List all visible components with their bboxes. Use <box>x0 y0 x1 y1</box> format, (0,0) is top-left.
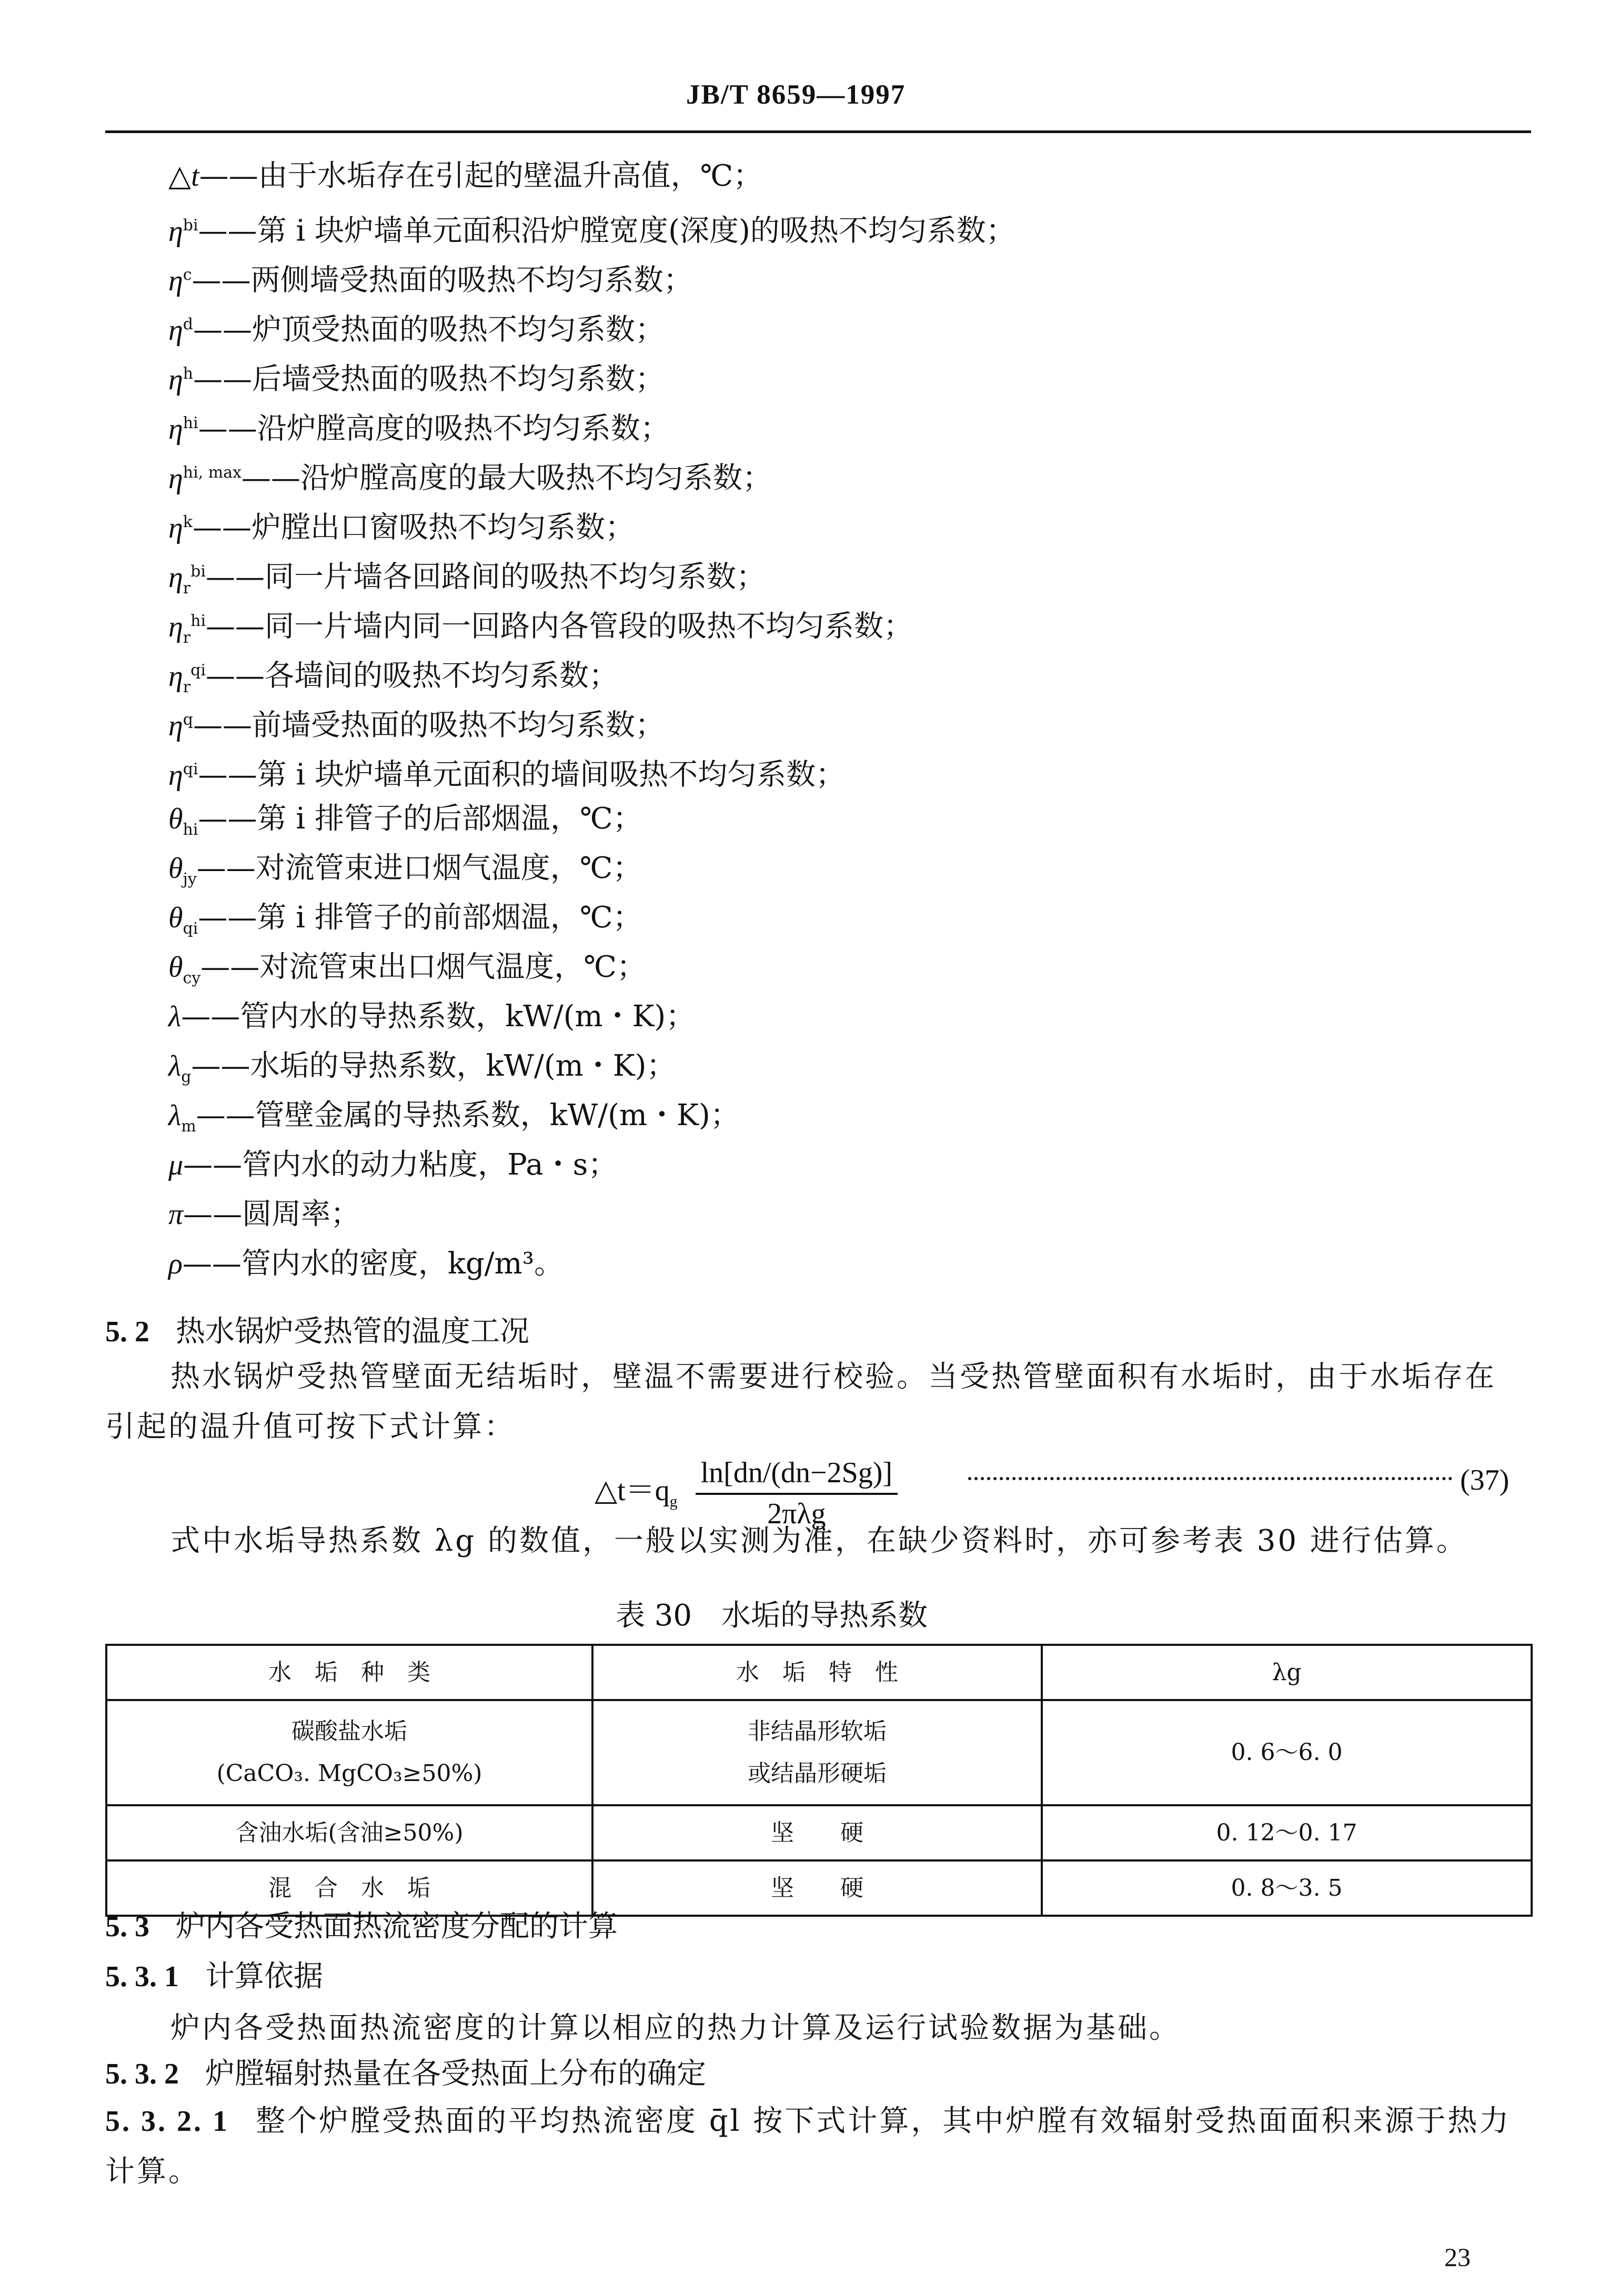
symbol-description: ——第 i 排管子的后部烟温，℃； <box>198 802 642 836</box>
symbol-subscript: r <box>183 677 191 696</box>
table-cell: 坚 硬 <box>592 1860 1042 1916</box>
symbol-description: ——沿炉膛高度的吸热不均匀系数； <box>198 411 670 446</box>
table-cell: 坚 硬 <box>592 1805 1042 1860</box>
table-row <box>106 1805 1532 1860</box>
symbol: λ <box>168 1000 182 1033</box>
after-formula-text: 式中水垢导热系数 λg 的数值，一般以实测为准，在缺少资料时，亦可参考表 30 进行估算。 <box>170 1524 1468 1558</box>
symbol-definition <box>168 356 665 398</box>
section-5-2 <box>105 1313 529 1350</box>
doc-code: JB/T 8659—1997 <box>686 79 906 110</box>
symbol-description: ——前墙受热面的吸热不均匀系数； <box>193 708 665 743</box>
symbol-definition <box>168 1196 360 1233</box>
symbol-definition <box>168 306 665 349</box>
symbol-definition <box>168 1246 564 1282</box>
symbol-description: ——对流管束进口烟气温度，℃； <box>196 851 642 885</box>
symbol-description: ——炉顶受热面的吸热不均匀系数； <box>193 312 665 347</box>
symbol-superscript: bi <box>190 562 206 581</box>
symbol-description: ——沿炉膛高度的最大吸热不均匀系数； <box>242 461 772 495</box>
table-cell <box>106 1700 592 1805</box>
symbol-definition <box>168 553 766 607</box>
section-number: 5. 3 <box>105 1910 149 1943</box>
symbol: λ <box>168 1099 182 1132</box>
section-5-3-1-paragraph: 炉内各受热面热流密度的计算以相应的热力计算及运行试验数据为基础。 <box>170 2011 1181 2045</box>
symbol: η <box>168 561 183 594</box>
symbol: η <box>168 511 183 544</box>
scale-conductivity-table <box>105 1644 1533 1917</box>
symbol-definition <box>168 949 646 997</box>
section-number: 5. 2 <box>105 1316 149 1348</box>
symbol: η <box>168 363 183 396</box>
symbol-subscript: r <box>183 579 191 598</box>
header-cell: λg <box>1042 1645 1532 1700</box>
formula-37 <box>595 1456 898 1531</box>
symbol-subscript: cy <box>183 969 201 988</box>
formula-fraction <box>696 1456 898 1531</box>
section-number: 5. 3. 2 <box>105 2058 179 2090</box>
section-5-2-paragraph: 热水锅炉受热管壁面无结垢时，壁温不需要进行校验。当受热管壁面积有水垢时，由于水垢存在引起的温升值可按下式计算： <box>105 1360 1496 1444</box>
symbol: μ <box>168 1149 184 1181</box>
symbol-definition <box>168 1048 676 1096</box>
symbol-description: ——第 i 块炉墙单元面积沿炉膛宽度(深度)的吸热不均匀系数； <box>198 214 1015 248</box>
formula-numerator: ln[dn/(dn−2Sg)] <box>696 1456 898 1495</box>
section-number: 5. 3. 1 <box>105 1960 179 1993</box>
symbol-superscript: qi <box>183 760 198 778</box>
symbol-subscript: hi <box>183 821 198 839</box>
symbol-superscript: hi <box>183 414 198 432</box>
symbol-description: ——管内水的动力粘度，Pa・s； <box>183 1148 618 1182</box>
symbol-superscript: q <box>183 711 193 729</box>
symbol-definition <box>168 899 642 947</box>
table-row <box>106 1700 1532 1805</box>
symbol-definition <box>168 454 772 497</box>
section-5-3 <box>105 1908 618 1945</box>
symbol-definition <box>168 504 635 547</box>
formula-denominator: 2πλg <box>767 1498 826 1530</box>
symbol: θ <box>168 803 183 835</box>
equation-number: (37) <box>1460 1464 1510 1496</box>
symbol: η <box>168 709 183 742</box>
section-5-3-2 <box>105 2056 706 2092</box>
table-header-row <box>106 1645 1532 1700</box>
symbol: θ <box>168 852 183 885</box>
symbol-subscript: jy <box>183 870 197 889</box>
symbol: θ <box>168 951 183 984</box>
symbol-definition <box>168 1147 617 1184</box>
symbol: λ <box>168 1050 182 1083</box>
symbol-definition <box>168 158 762 195</box>
symbol: θ <box>168 902 183 934</box>
symbol-definition <box>168 801 642 848</box>
symbol-superscript: hi <box>190 612 206 630</box>
symbol-definition <box>168 1097 740 1145</box>
symbol: η <box>168 215 183 248</box>
symbol: η <box>168 264 183 297</box>
section-5-3-2-1 <box>105 2096 1536 2197</box>
symbol-subscript: r <box>183 628 191 647</box>
symbol: η <box>168 462 183 495</box>
symbol-superscript: d <box>183 315 193 333</box>
table-cell: 含油水垢(含油≥50%) <box>106 1805 592 1860</box>
symbol-superscript: hi, max <box>183 463 242 482</box>
section-title: 计算依据 <box>205 1959 323 1994</box>
table-cell <box>592 1700 1042 1805</box>
section-5-3-1 <box>105 1958 323 1995</box>
symbol-description: ——管壁金属的导热系数，kW/(m・K)； <box>196 1098 740 1132</box>
symbol-description: ——后墙受热面的吸热不均匀系数； <box>193 362 665 397</box>
table-cell: 0. 8～3. 5 <box>1042 1860 1532 1916</box>
cell-line: (CaCO₃. MgCO₃≥50%) <box>216 1760 482 1787</box>
symbol: ρ <box>168 1248 183 1280</box>
symbol-subscript: m <box>181 1117 196 1136</box>
symbol-description: ——由于水垢存在引起的壁温升高值，℃； <box>199 159 763 193</box>
symbol-description: ——同一片墙内同一回路内各管段的吸热不均匀系数； <box>206 609 913 644</box>
symbol-superscript: h <box>183 365 194 383</box>
section-number: 5. 3. 2. 1 <box>105 2105 229 2138</box>
table-cell: 0. 12～0. 17 <box>1042 1805 1532 1860</box>
symbol-definition <box>168 702 665 744</box>
section-title: 炉内各受热面热流密度分配的计算 <box>176 1909 618 1944</box>
symbol-definition <box>168 257 693 299</box>
header-cell: 水 垢 种 类 <box>106 1645 592 1700</box>
symbol-description: ——圆周率； <box>183 1197 360 1231</box>
symbol-definition <box>168 207 1015 250</box>
cell-line: 或结晶形硬垢 <box>748 1760 887 1787</box>
symbol-definition <box>168 652 618 706</box>
section-title: 炉膛辐射热量在各受热面上分布的确定 <box>205 2057 706 2091</box>
table-row <box>106 1860 1532 1916</box>
table-cell: 混 合 水 垢 <box>106 1860 592 1916</box>
symbol-description: ——第 i 块炉墙单元面积的墙间吸热不均匀系数； <box>198 757 846 792</box>
symbol-description: ——管内水的导热系数，kW/(m・K)； <box>181 999 696 1034</box>
symbol: π <box>168 1198 184 1231</box>
symbol: η <box>168 660 183 693</box>
symbol-description: ——对流管束出口烟气温度，℃； <box>200 950 646 984</box>
symbol: η <box>168 313 183 347</box>
symbol-subscript: qi <box>183 919 198 938</box>
symbol-superscript: bi <box>183 216 198 235</box>
symbol-definition <box>168 850 642 898</box>
header-rule <box>105 130 1531 133</box>
symbol-description: ——水垢的导热系数，kW/(m・K)； <box>191 1049 676 1083</box>
symbol-definition <box>168 405 670 448</box>
leader-dots <box>968 1477 1452 1480</box>
header-cell: 水 垢 特 性 <box>592 1645 1042 1700</box>
symbol: △t <box>168 160 199 193</box>
section-text: 整个炉膛受热面的平均热流密度 q̄l 按下式计算，其中炉膛有效辐射受热面面积来源于热力计算。 <box>105 2104 1511 2189</box>
symbol: η <box>168 412 183 446</box>
table-cell: 0. 6～6. 0 <box>1042 1700 1532 1805</box>
symbol-superscript: k <box>183 513 193 531</box>
symbol: η <box>168 758 183 792</box>
symbol: η <box>168 610 183 643</box>
symbol-description: ——各墙间的吸热不均匀系数； <box>205 659 618 693</box>
symbol-description: ——同一片墙各回路间的吸热不均匀系数； <box>205 560 766 594</box>
symbol-definition <box>168 998 695 1035</box>
symbol-definition <box>168 751 845 794</box>
cell-line: 碳酸盐水垢 <box>291 1718 407 1745</box>
symbol-description: ——两侧墙受热面的吸热不均匀系数； <box>192 263 693 298</box>
symbol-description: ——管内水的密度，kg/m³。 <box>182 1247 564 1281</box>
cell-line: 非结晶形软垢 <box>748 1718 887 1745</box>
symbol-superscript: c <box>183 266 192 284</box>
table-caption: 表 30 水垢的导热系数 <box>616 1599 928 1633</box>
symbol-definition <box>168 603 913 656</box>
symbol-subscript: g <box>181 1068 192 1087</box>
section-title: 热水锅炉受热管的温度工况 <box>176 1314 529 1349</box>
formula-lhs-sub: g <box>669 1493 678 1511</box>
page-number: 23 <box>1444 2242 1471 2272</box>
formula-lhs: △t＝q <box>595 1474 670 1507</box>
symbol-superscript: qi <box>190 661 206 680</box>
symbol-description: ——第 i 排管子的前部烟温，℃； <box>198 901 642 935</box>
symbol-description: ——炉膛出口窗吸热不均匀系数； <box>192 510 635 545</box>
